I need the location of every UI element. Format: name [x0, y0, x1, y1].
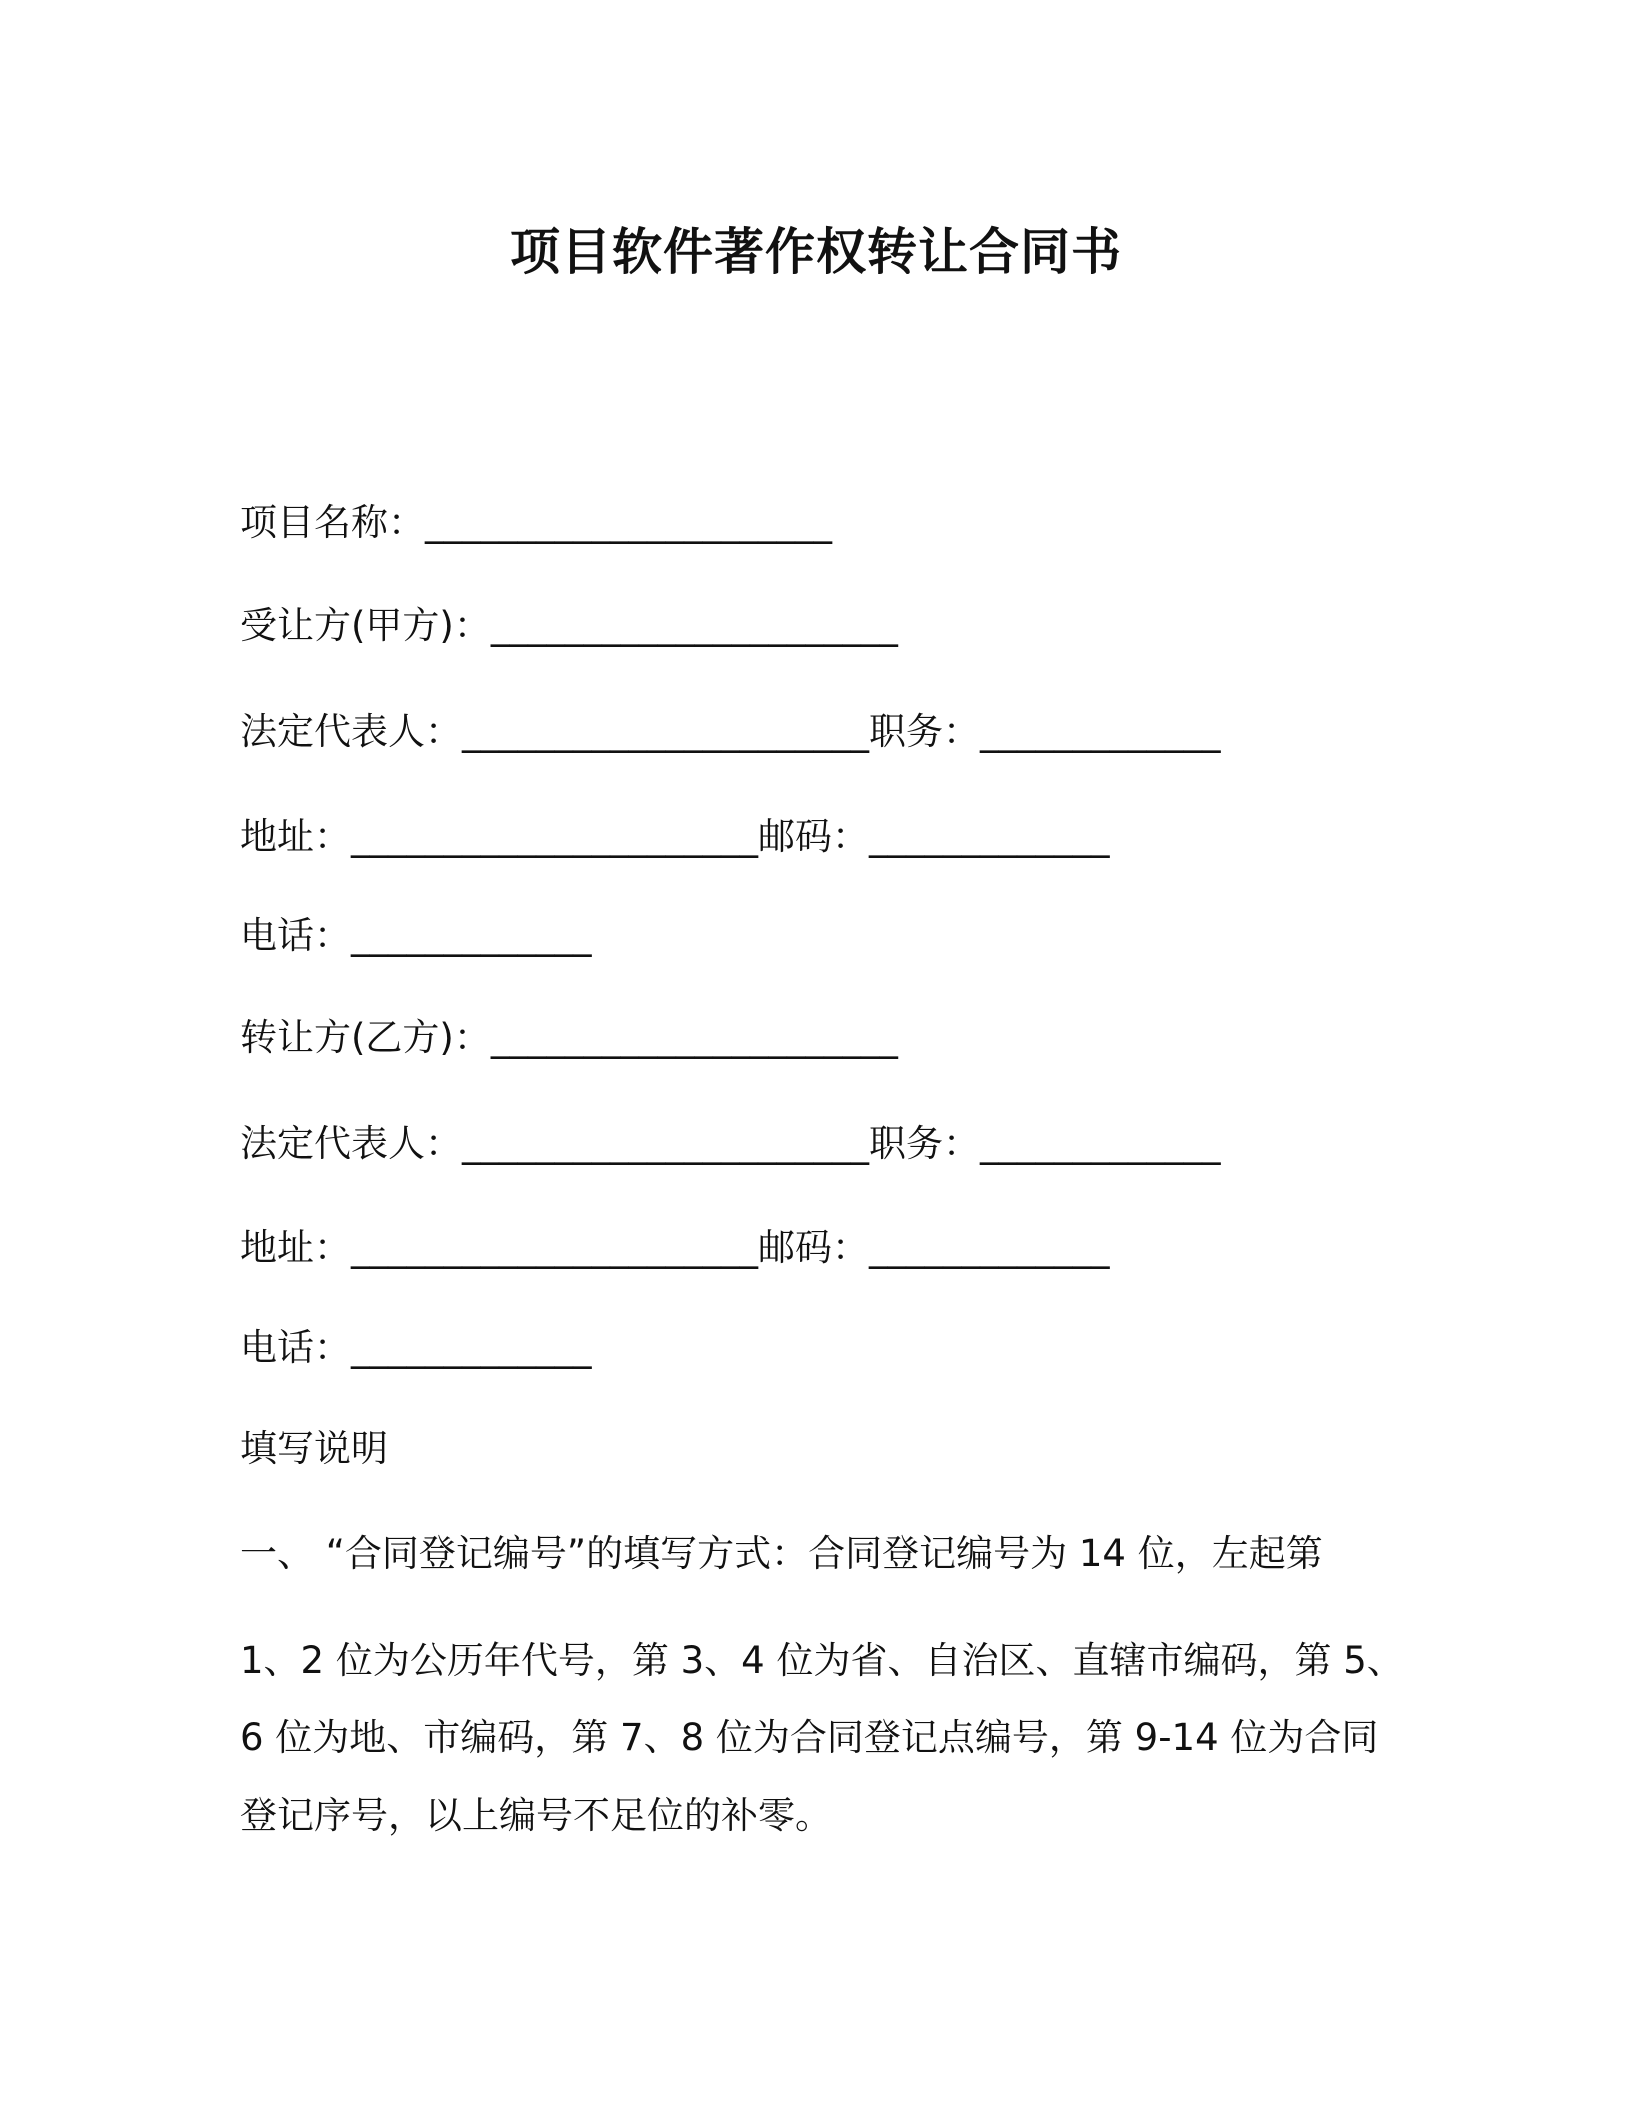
party-a-phone: 电话：_____________	[240, 914, 592, 957]
party-b-rep-row	[240, 1119, 1221, 1169]
party-a-postcode: 邮码：_____________	[758, 815, 1110, 858]
party-b-postcode: 邮码：_____________	[758, 1226, 1110, 1269]
party-a-field: 受让方(甲方)：______________________	[240, 604, 898, 647]
party-b-address: 地址：______________________	[240, 1226, 758, 1269]
party-a-address-row	[240, 812, 1110, 862]
document-title: 项目软件著作权转让合同书	[510, 223, 1122, 281]
party-a-position: 职务：_____________	[869, 710, 1221, 753]
party-a-legal-rep: 法定代表人：______________________	[240, 710, 869, 753]
party-b-position: 职务：_____________	[869, 1122, 1221, 1165]
instructions-heading: 填写说明	[240, 1427, 388, 1470]
instructions-line-4: 登记序号，以上编号不足位的补零。	[240, 1794, 832, 1837]
instructions-line-2: 1、2 位为公历年代号，第 3、4 位为省、自治区、直辖市编码，第 5、	[240, 1639, 1404, 1682]
instructions-line-3: 6 位为地、市编码，第 7、8 位为合同登记点编号，第 9-14 位为合同	[240, 1716, 1379, 1759]
instructions-line-1: 一、 “合同登记编号”的填写方式：合同登记编号为 14 位，左起第	[240, 1532, 1323, 1575]
party-b-phone: 电话：_____________	[240, 1326, 592, 1369]
party-b-field: 转让方(乙方)：______________________	[240, 1016, 898, 1059]
party-a-address: 地址：______________________	[240, 815, 758, 858]
party-b-address-row	[240, 1223, 1110, 1273]
party-a-rep-row	[240, 707, 1221, 757]
party-b-legal-rep: 法定代表人：______________________	[240, 1122, 869, 1165]
project-name-field: 项目名称：______________________	[240, 501, 832, 544]
